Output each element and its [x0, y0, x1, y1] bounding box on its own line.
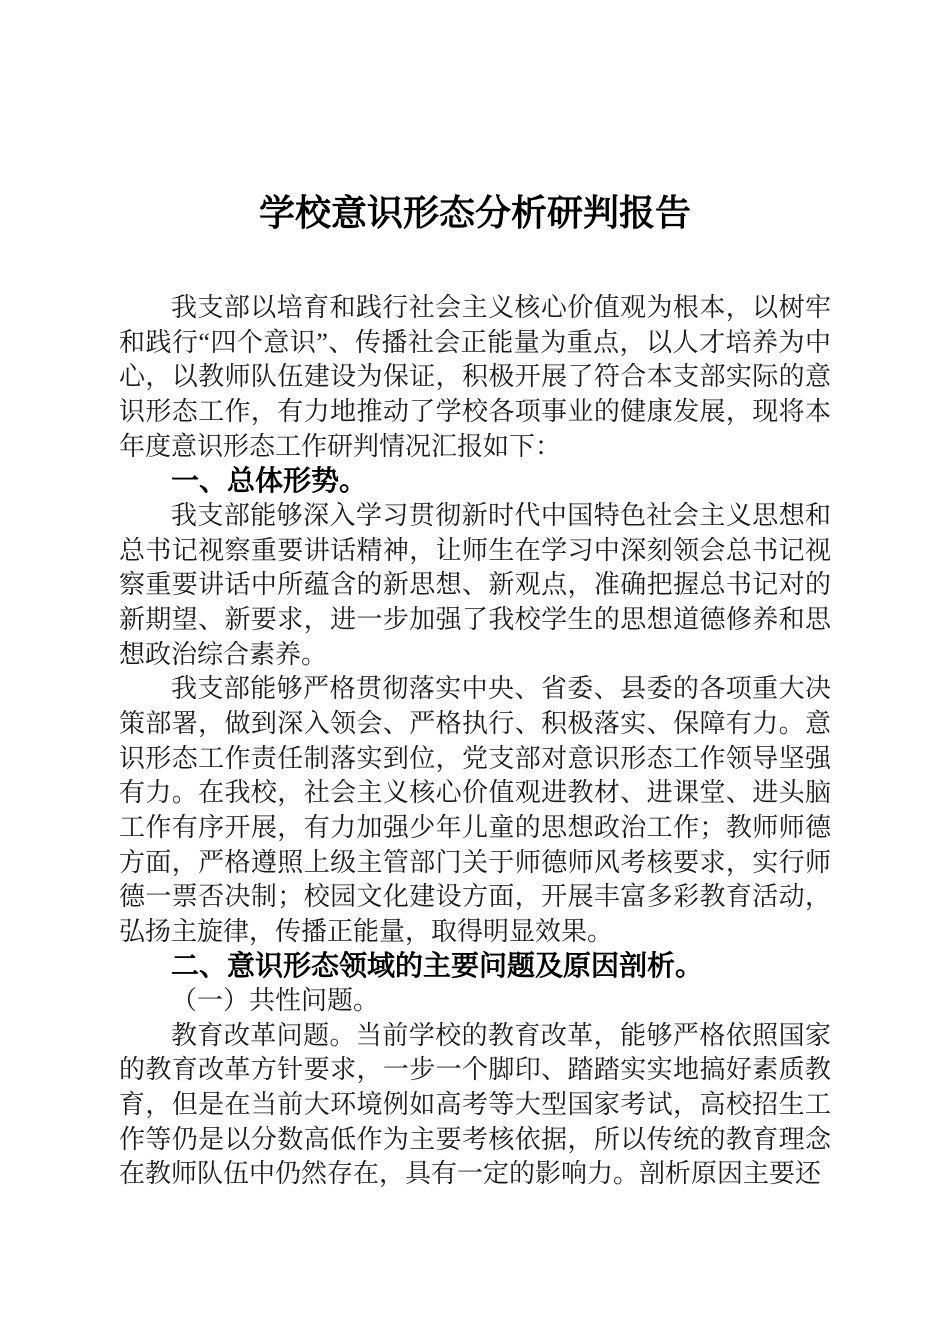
document-body	[119, 291, 831, 1192]
body-paragraph: 我支部能够深入学习贯彻新时代中国特色社会主义思想和总书记视察重要讲话精神，让师生在学习中深刻领会总书记视察重要讲话中所蕴含的新思想、新观点，准确把握总书记对的新期望、新要求，进一步加强了我校学生的思想道德修养和思想政治综合素养。	[119, 500, 831, 669]
document-title: 学校意识形态分析研判报告	[258, 193, 691, 233]
body-paragraph: 我支部以培育和践行社会主义核心价值观为根本，以树牢和践行“四个意识”、传播社会正能量为重点，以人才培养为中心，以教师队伍建设为保证，积极开展了符合本支部实际的意识形态工作，有力地推动了学校各项事业的健康发展，现将本年度意识形态工作研判情况汇报如下：	[119, 293, 831, 461]
body-paragraph: 我支部能够严格贯彻落实中央、省委、县委的各项重大决策部署，做到深入领会、严格执行、积极落实、保障有力。意识形态工作责任制落实到位，党支部对意识形态工作领导坚强有力。在我校，社会主义核心价值观进教材、进课堂、进头脑工作有序开展，有力加强少年儿童的思想政治工作；教师师德方面，严格遵照上级主管部门关于师德师风考核要求，实行师德一票否决制；校园文化建设方面，开展丰富多彩教育活动，弘扬主旋律，传播正能量，取得明显效果。	[119, 674, 831, 946]
section-heading: 一、总体形势。	[171, 465, 368, 497]
body-paragraph: 教育改革问题。当前学校的教育改革，能够严格依照国家的教育改革方针要求，一步一个脚印、踏踏实实地搞好素质教育，但是在当前大环境例如高考等大型国家考试，高校招生工作等仍是以分数高低作为主要考核依据，所以传统的教育理念在教师队伍中仍然存在，具有一定的影响力。剖析原因主要还	[119, 1020, 831, 1189]
section-heading: 二、意识形态领域的主要问题及原因剖析。	[171, 950, 704, 982]
sub-heading: （一）共性问题。	[171, 986, 380, 1016]
